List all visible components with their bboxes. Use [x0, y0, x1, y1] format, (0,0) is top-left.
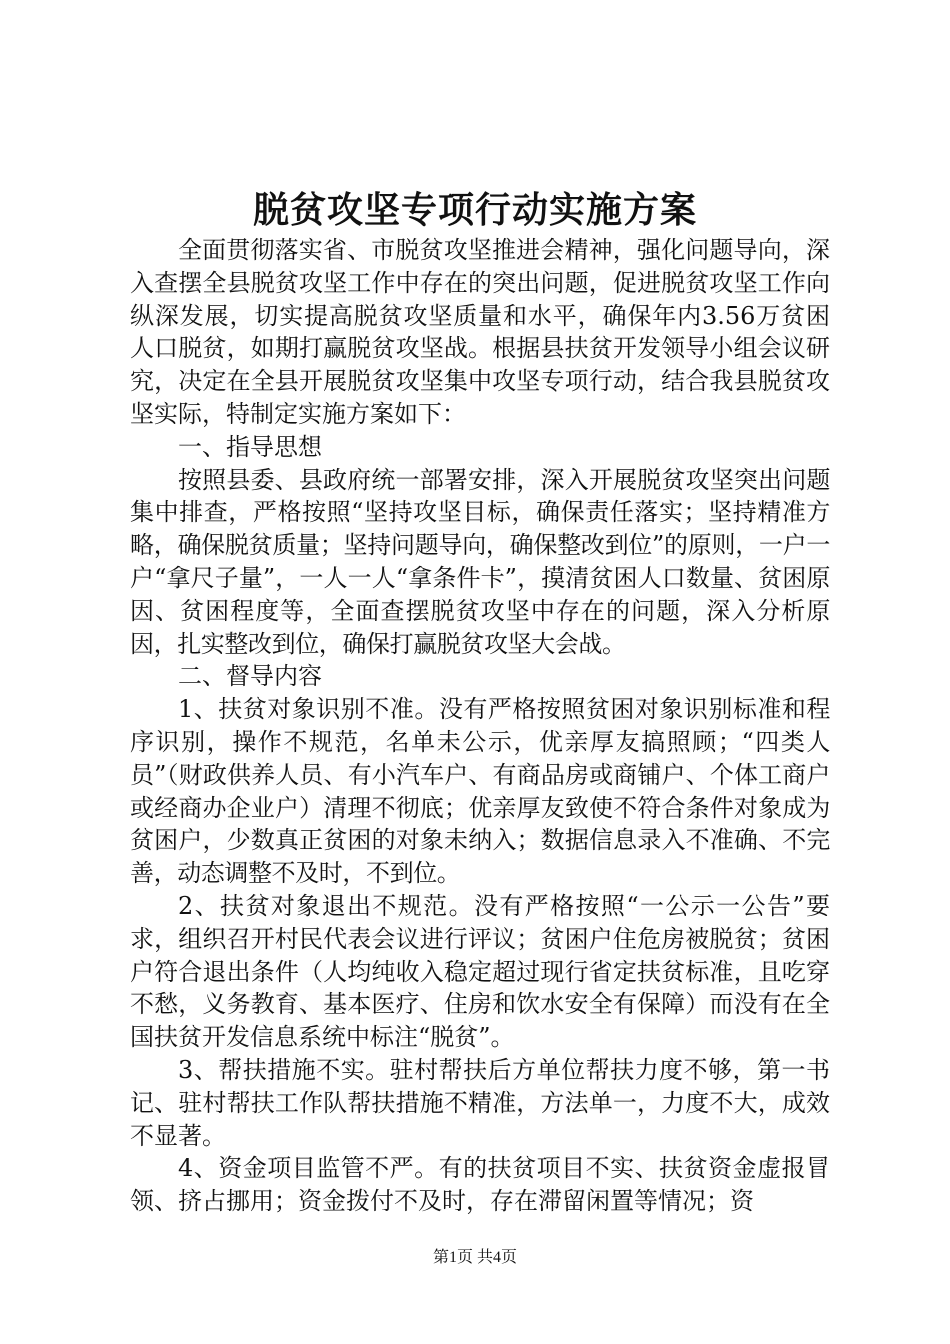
section-heading-supervision-content: 二、督导内容 [178, 662, 322, 691]
guiding-ideology-paragraph: 按照县委、县政府统一部署安排，深入开展脱贫攻坚突出问题集中排查，严格按照“坚持攻坚目标，确保责任落实；坚持精准方略，确保脱贫质量；坚持问题导向，确保整改到位”的原则，一户一户“拿尺子量”，一人一人“拿条件卡”，摸清贫困人口数量、贫困原因、贫困程度等，全面查摆脱贫攻坚中存在的问题，深入分析原因，扎实整改到位，确保打赢脱贫攻坚大会战。 [130, 465, 830, 658]
intro-paragraph: 全面贯彻落实省、市脱贫攻坚推进会精神，强化问题导向，深入查摆全县脱贫攻坚工作中存在的突出问题，促进脱贫攻坚工作向纵深发展，切实提高脱贫攻坚质量和水平，确保年内3.56万贫困人口脱贫，如期打赢脱贫攻坚战。根据县扶贫开发领导小组会议研究，决定在全县开展脱贫攻坚集中攻坚专项行动，结合我县脱贫攻坚实际，特制定实施方案如下： [130, 236, 830, 428]
item-1-paragraph: 1、扶贫对象识别不准。没有严格按照贫困对象识别标准和程序识别，操作不规范，名单未公示，优亲厚友搞照顾；“四类人员”（财政供养人员、有小汽车户、有商品房或商铺户、个体工商户或经商办企业户）清理不彻底；优亲厚友致使不符合条件对象成为贫困户，少数真正贫困的对象未纳入；数据信息录入不准确、不完善，动态调整不及时，不到位。 [130, 695, 830, 888]
section-heading-guiding-ideology: 一、指导思想 [178, 432, 322, 461]
page-number-footer: 第1页 共4页 [432, 1249, 517, 1266]
document-body [130, 234, 830, 1218]
item-4-paragraph: 4、资金项目监管不严。有的扶贫项目不实、扶贫资金虚报冒领、挤占挪用；资金拨付不及时，存在滞留闲置等情况；资 [130, 1154, 830, 1216]
document-title: 脱贫攻坚专项行动实施方案 [252, 189, 697, 231]
item-3-paragraph: 3、帮扶措施不实。驻村帮扶后方单位帮扶力度不够，第一书记、驻村帮扶工作队帮扶措施不精准，方法单一，力度不大，成效不显著。 [130, 1055, 830, 1150]
item-2-paragraph: 2、扶贫对象退出不规范。没有严格按照“一公示一公告”要求，组织召开村民代表会议进行评议；贫困户住危房被脱贫；贫困户符合退出条件（人均纯收入稳定超过现行省定扶贫标准，且吃穿不愁，义务教育、基本医疗、住房和饮水安全有保障）而没有在全国扶贫开发信息系统中标注“脱贫”。 [130, 891, 830, 1052]
